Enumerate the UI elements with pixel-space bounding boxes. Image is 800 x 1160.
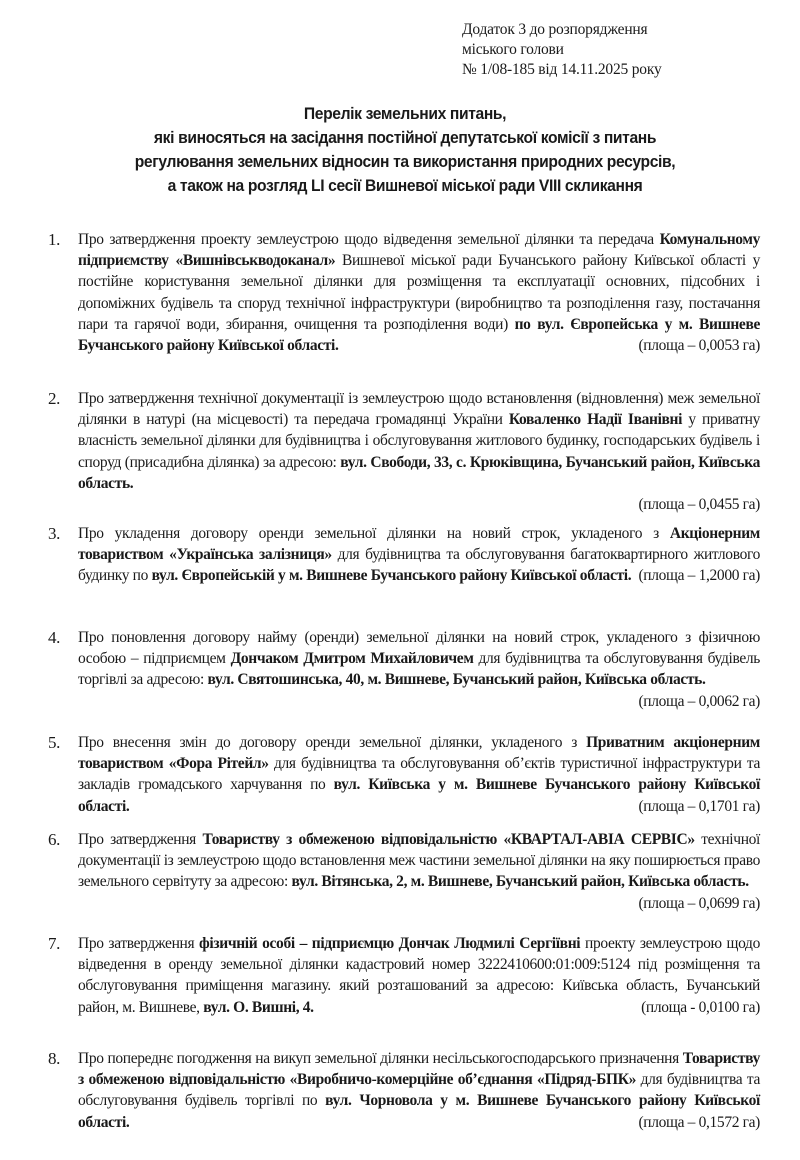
item-address: вул. Свободи, 33, с. Крюківщина, Бучанський район, Київська область. <box>78 453 760 492</box>
item-address: вул. Вітянська, 2, м. Вишневе, Бучанський район, Київська область. <box>291 873 749 891</box>
item-area: (площа – 1,2000 га) <box>638 567 760 585</box>
item-entity: Приватним акціонерним товариством «Фора Рітейл» <box>78 734 760 773</box>
item-address: вул. О. Вишні, 4. <box>203 998 314 1016</box>
item-area: (площа – 0,0053 га) <box>638 337 760 355</box>
item-area: (площа – 0,0062 га) <box>638 692 760 710</box>
item-text: Про попереднє погодження на викуп земельної ділянки несільськогосподарського призначення <box>78 1050 683 1067</box>
appendix-reference <box>462 20 782 80</box>
item-text: для будівництва та обслуговування будівель торгівлі за адресою: <box>78 650 760 689</box>
list-item <box>40 829 760 914</box>
title-line: регулювання земельних відносин та використання природних ресурсів, <box>134 152 676 171</box>
item-text: Про затвердження <box>78 935 200 952</box>
item-number: 3. <box>48 524 61 543</box>
item-text: Про затвердження технічної документації із землеустрою щодо встановлення (відновлення) меж земельної ділянки в натурі (на місцевості) та передача громадянці України <box>78 390 760 429</box>
item-number: 6. <box>48 830 61 849</box>
list-item <box>40 523 760 587</box>
item-text: для будівництва та обслуговування багатоквартирного житлового будинку по <box>78 546 760 585</box>
item-number: 1. <box>48 230 61 249</box>
item-address: вул. Київська у м. Вишневе Бучанського району Київської області. <box>78 776 760 815</box>
list-item <box>40 388 760 515</box>
list-item <box>40 933 760 1018</box>
item-text: Про поновлення договору найму (оренди) земельної ділянки на новий строк, укладеного з фізичною особою – підприємцем <box>78 629 760 668</box>
list-item <box>40 627 760 712</box>
item-entity: фізичній особі – підприємцю Дончак Людмилі Сергіївні <box>199 935 581 952</box>
item-entity: Акціонерним товариством «Українська залізниця» <box>78 525 760 564</box>
item-area: (площа – 0,0699 га) <box>638 894 760 912</box>
item-text: Про внесення змін до договору оренди земельної ділянки, укладеного з <box>78 734 587 751</box>
item-number: 5. <box>48 733 61 752</box>
list-item <box>40 1048 760 1133</box>
item-number: 8. <box>48 1049 61 1068</box>
item-address: по вул. Європейська у м. Вишневе Бучанського району Київської області. <box>78 315 760 355</box>
title-line: які виносяться на засідання постійної депутатської комісії з питань <box>153 128 657 147</box>
item-text: для будівництва та обслуговування об’єктів туристичної інфраструктури та закладів громадського харчування по <box>78 755 760 794</box>
item-text: проекту землеустрою щодо відведення в оренду земельної ділянки кадастровий номер 3222410600:01:009:5124 під розміщення та обслуговування приміщення магазину. який розташований за адресою: Київська область, Бучанський район, м. Вишневе, <box>78 935 760 1016</box>
item-text: Про укладення договору оренди земельної ділянки на новий строк, укладеного з <box>78 525 670 542</box>
appendix-line: міського голови <box>462 41 564 58</box>
list-item <box>40 732 760 817</box>
title-line: Перелік земельних питань, <box>303 104 507 123</box>
item-number: 2. <box>48 389 61 408</box>
item-address: вул. Чорновола у м. Вишневе Бучанського району Київської області. <box>78 1092 761 1131</box>
item-number: 4. <box>48 628 61 647</box>
item-text: технічної документації із землеустрою щодо встановлення меж частини земельної ділянки на яку поширюється право земельного сервітуту за адресою: <box>78 831 761 891</box>
item-address: вул. Святошинська, 40, м. Вишневе, Бучанський район, Київська область. <box>207 671 706 689</box>
item-text: для будівництва та обслуговування будівель торгівлі по <box>78 1071 760 1110</box>
item-area: (площа – 0,1572 га) <box>638 1113 760 1131</box>
item-entity: Коваленко Надії Іванівні <box>508 411 683 429</box>
item-text: Про затвердження <box>78 831 203 848</box>
title-line: а також на розгляд LI сесії Вишневої міської ради VIII скликання <box>167 176 643 195</box>
appendix-line: № 1/08-185 від 14.11.2025 року <box>462 61 662 78</box>
item-entity: Товариству з обмеженою відповідальністю «Виробничо-комерційне об’єднання «Підряд-БПК» <box>78 1050 760 1089</box>
item-address: вул. Європейській у м. Вишневе Бучанського району Київської області. <box>151 567 632 585</box>
item-text: у приватну власність земельної ділянки для будівництва і обслуговування житлового будинку, господарських будівель і споруд (присадибна ділянка) за адресою: <box>78 411 761 471</box>
item-entity: Дончаком Дмитром Михайловичем <box>230 650 474 668</box>
list-item <box>40 229 760 356</box>
item-text: Про затвердження проекту землеустрою щодо відведення земельної ділянки та передача <box>78 231 660 248</box>
item-entity: Комунальному підприємству «Вишнівськводоканал» <box>78 231 760 270</box>
item-number: 7. <box>48 934 61 953</box>
appendix-line: Додаток 3 до розпорядження <box>462 21 648 38</box>
item-area: (площа - 0,0100 га) <box>641 998 760 1016</box>
item-area: (площа – 0,1701 га) <box>638 797 760 815</box>
item-text: Вишневої міської ради Бучанського району Київської області у постійне користування земельної ділянки для розміщення та експлуатації основних, підсобних і допоміжних будівель та споруд технічної інфраструктури (виробництво та розподілення газу, постачання пари та гарячої води, збирання, очищення та розподілення води) <box>78 252 760 333</box>
item-entity: Товариству з обмеженою відповідальністю «КВАРТАЛ-АВІА СЕРВІС» <box>202 831 695 848</box>
document-title <box>69 102 741 198</box>
item-area: (площа – 0,0455 га) <box>638 496 760 514</box>
